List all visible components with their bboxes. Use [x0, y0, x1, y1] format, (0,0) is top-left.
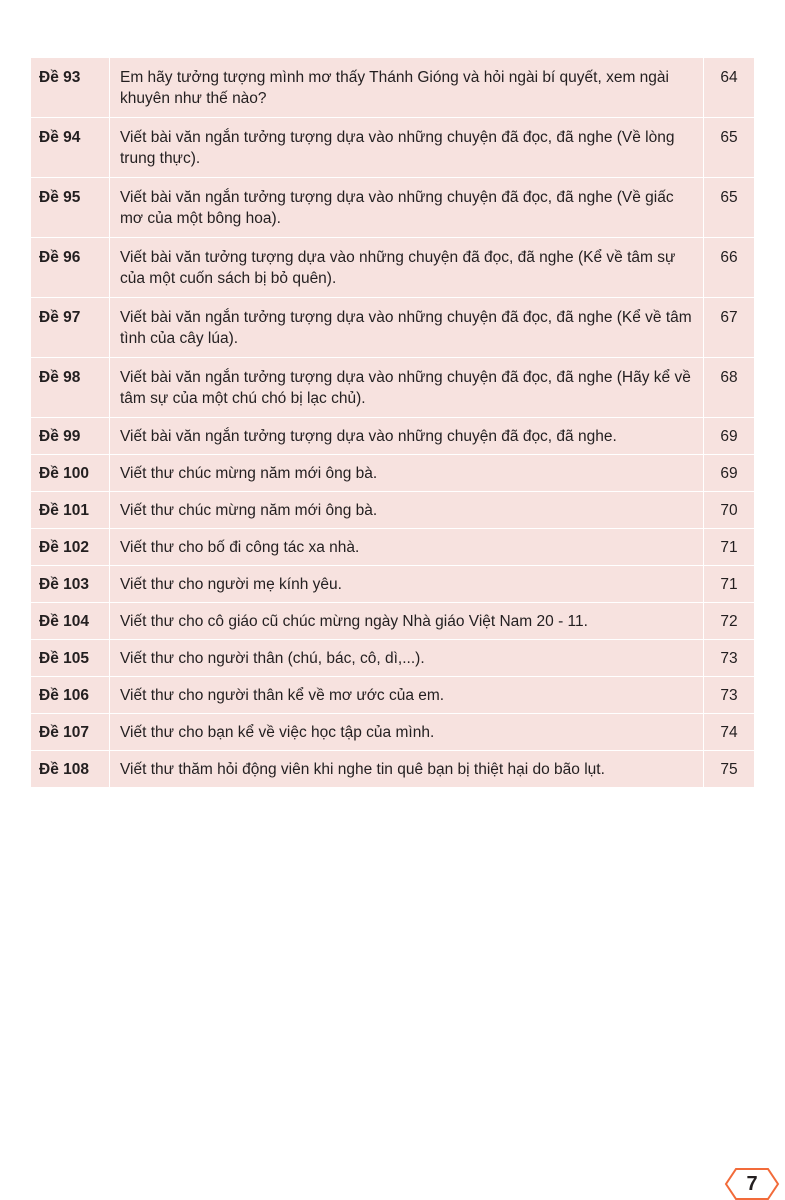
page-number-badge: [724, 1168, 780, 1200]
table-row: [31, 178, 755, 238]
table-row: [31, 58, 755, 118]
exercise-number: Đề 97: [31, 298, 110, 358]
page-ref: 73: [704, 640, 755, 677]
exercise-title: Em hãy tưởng tượng mình mơ thấy Thánh Gióng và hỏi ngài bí quyết, xem ngài khuyên như thế nào?: [110, 58, 704, 118]
exercise-number: Đề 105: [31, 640, 110, 677]
table-of-contents: [30, 57, 755, 788]
exercise-number: Đề 94: [31, 118, 110, 178]
exercise-number: Đề 101: [31, 492, 110, 529]
exercise-title: Viết thư cho cô giáo cũ chúc mừng ngày Nhà giáo Việt Nam 20 - 11.: [110, 603, 704, 640]
page-ref: 75: [704, 751, 755, 788]
page-ref: 71: [704, 529, 755, 566]
table-row: [31, 238, 755, 298]
exercise-number: Đề 100: [31, 455, 110, 492]
page-ref: 73: [704, 677, 755, 714]
page-ref: 68: [704, 358, 755, 418]
exercise-number: Đề 103: [31, 566, 110, 603]
table-row: [31, 640, 755, 677]
exercise-title: Viết thư cho người thân kể về mơ ước của em.: [110, 677, 704, 714]
exercise-number: Đề 96: [31, 238, 110, 298]
exercise-title: Viết bài văn ngắn tưởng tượng dựa vào những chuyện đã đọc, đã nghe (Về lòng trung thực).: [110, 118, 704, 178]
exercise-number: Đề 107: [31, 714, 110, 751]
page-ref: 72: [704, 603, 755, 640]
table-row: [31, 714, 755, 751]
table-row: [31, 358, 755, 418]
exercise-title: Viết bài văn ngắn tưởng tượng dựa vào những chuyện đã đọc, đã nghe.: [110, 418, 704, 455]
page-ref: 67: [704, 298, 755, 358]
page-ref: 69: [704, 418, 755, 455]
exercise-title: Viết bài văn ngắn tưởng tượng dựa vào những chuyện đã đọc, đã nghe (Về giấc mơ của một bông hoa).: [110, 178, 704, 238]
exercise-number: Đề 106: [31, 677, 110, 714]
exercise-number: Đề 102: [31, 529, 110, 566]
page-ref: 71: [704, 566, 755, 603]
exercise-number: Đề 93: [31, 58, 110, 118]
exercise-number: Đề 104: [31, 603, 110, 640]
exercise-title: Viết bài văn tưởng tượng dựa vào những chuyện đã đọc, đã nghe (Kể về tâm sự của một cuốn sách bị bỏ quên).: [110, 238, 704, 298]
exercise-title: Viết thư chúc mừng năm mới ông bà.: [110, 492, 704, 529]
table-row: [31, 677, 755, 714]
exercise-title: Viết bài văn ngắn tưởng tượng dựa vào những chuyện đã đọc, đã nghe (Kể về tâm tình của cây lúa).: [110, 298, 704, 358]
page-ref: 65: [704, 178, 755, 238]
exercise-title: Viết thư cho bố đi công tác xa nhà.: [110, 529, 704, 566]
page-number: 7: [746, 1173, 758, 1195]
exercise-number: Đề 98: [31, 358, 110, 418]
table-row: [31, 603, 755, 640]
page-ref: 64: [704, 58, 755, 118]
page-ref: 65: [704, 118, 755, 178]
table-row: [31, 492, 755, 529]
table-row: [31, 751, 755, 788]
page-ref: 74: [704, 714, 755, 751]
exercise-title: Viết thư cho người thân (chú, bác, cô, dì,...).: [110, 640, 704, 677]
exercise-number: Đề 108: [31, 751, 110, 788]
table-row: [31, 566, 755, 603]
table-row: [31, 418, 755, 455]
exercise-title: Viết thư thăm hỏi động viên khi nghe tin quê bạn bị thiệt hại do bão lụt.: [110, 751, 704, 788]
exercise-number: Đề 95: [31, 178, 110, 238]
exercise-title: Viết thư cho bạn kể về việc học tập của mình.: [110, 714, 704, 751]
page-ref: 70: [704, 492, 755, 529]
exercise-title: Viết thư chúc mừng năm mới ông bà.: [110, 455, 704, 492]
table-row: [31, 298, 755, 358]
exercise-title: Viết bài văn ngắn tưởng tượng dựa vào những chuyện đã đọc, đã nghe (Hãy kể về tâm sự của một chú chó bị lạc chủ).: [110, 358, 704, 418]
page-ref: 69: [704, 455, 755, 492]
table-row: [31, 118, 755, 178]
table-row: [31, 529, 755, 566]
exercise-number: Đề 99: [31, 418, 110, 455]
exercise-title: Viết thư cho người mẹ kính yêu.: [110, 566, 704, 603]
page-ref: 66: [704, 238, 755, 298]
table-row: [31, 455, 755, 492]
